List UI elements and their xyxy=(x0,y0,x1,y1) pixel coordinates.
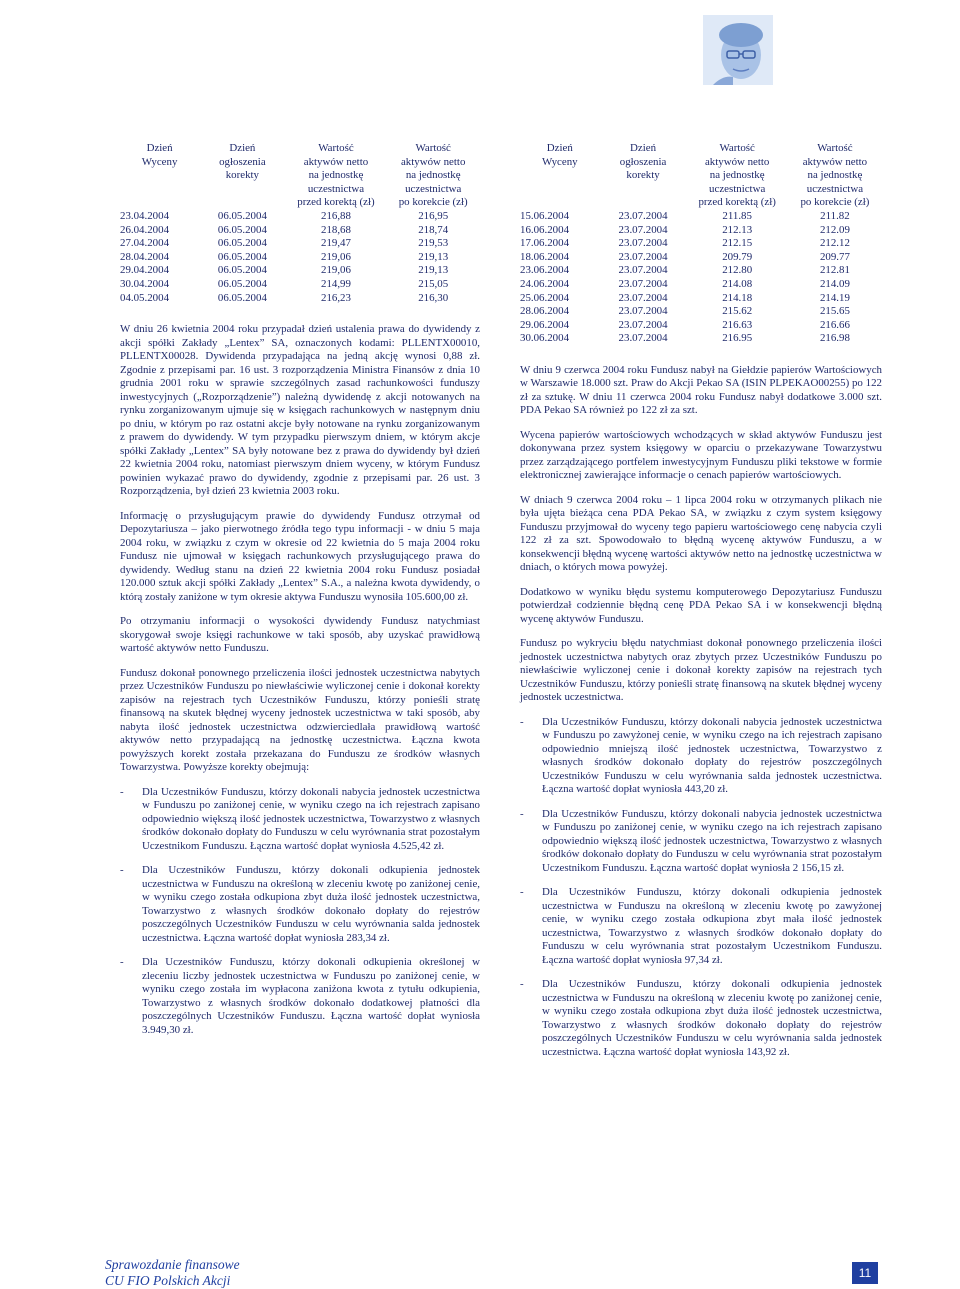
header-line: ogłoszenia xyxy=(619,155,667,168)
table-cell: 26.04.2004 xyxy=(120,223,170,236)
list-item-text: Dla Uczestników Funduszu, którzy dokonali odkupienia jednostek uczestnictwa w Funduszu na określoną w zleceniu kwotę po zaniżonej cenie, w wyniku czego została odkupiona zbyt duża ilość jednostek uczestnictwa, Towarzystwo z własnych środków dokonało dopłaty do rejestrów poszczególnych Uczestników Funduszu w celu wyrównania salda jednostek uczestnictwa. Łączna wartość dopłat wyniosła 283,34 zł. xyxy=(142,864,480,944)
page-number: 11 xyxy=(852,1262,878,1284)
table-cell: 219,53 xyxy=(418,237,449,250)
table-cell: 06.05.2004 xyxy=(217,237,267,250)
right-corrections-list xyxy=(520,716,882,1060)
table-cell: 06.05.2004 xyxy=(217,250,267,263)
table-row xyxy=(520,278,882,292)
nav-correction-table-june xyxy=(520,142,882,346)
table-row xyxy=(520,251,882,265)
table-row xyxy=(520,264,882,278)
header-line: korekty xyxy=(225,169,260,182)
right_table-header-2 xyxy=(687,142,788,210)
table-cell: 216.63 xyxy=(722,318,753,331)
list-item xyxy=(120,956,480,1037)
header-line: przed korektą (zł) xyxy=(297,196,375,209)
table-row xyxy=(520,224,882,238)
table-cell: 214.18 xyxy=(722,291,753,304)
right_table-header-0 xyxy=(520,142,600,210)
bullet-marker: - xyxy=(520,807,524,820)
table-cell: 24.06.2004 xyxy=(520,277,570,290)
table-cell: 23.07.2004 xyxy=(618,237,668,250)
left_table-header-3 xyxy=(386,142,480,210)
list-item xyxy=(120,864,480,945)
table-row xyxy=(520,292,882,306)
table-cell: 211.85 xyxy=(722,209,752,222)
header-line: Wyceny xyxy=(541,155,578,168)
list-item-text: Dla Uczestników Funduszu, którzy dokonali odkupienia jednostek uczestnictwa w Funduszu na określoną w zleceniu kwotę po zaniżonej cenie, w wyniku czego została odkupiona zbyt duża ilość jednostek uczestnictwa, Towarzystwo z własnych środków dokonało dopłaty do rejestrów poszczególnych Uczestników Funduszu w celu wyrównania salda jednostek uczestnictwa. Łączna wartość dopłat wyniosła 143,92 zł. xyxy=(542,978,882,1058)
bullet-marker: - xyxy=(520,886,524,899)
table-cell: 219,13 xyxy=(418,250,449,263)
header-line: aktywów netto xyxy=(802,155,868,168)
header-line: Wartość xyxy=(318,142,354,154)
table-cell: 23.07.2004 xyxy=(618,291,668,304)
list-item xyxy=(520,808,882,876)
table-cell: 29.04.2004 xyxy=(120,264,170,277)
table-row xyxy=(120,251,480,265)
table-row xyxy=(120,237,480,251)
left_table-header-2 xyxy=(286,142,387,210)
header-line: Wyceny xyxy=(141,155,178,168)
right_table-header-1 xyxy=(600,142,687,210)
table-cell: 216,88 xyxy=(321,209,351,222)
table-cell: 23.07.2004 xyxy=(618,209,668,222)
table-cell: 23.07.2004 xyxy=(618,277,668,290)
table-row xyxy=(120,210,480,224)
left_table-header-0 xyxy=(120,142,199,210)
list-item-text: Dla Uczestników Funduszu, którzy dokonali odkupienia jednostek uczestnictwa w Funduszu na określoną w zleceniu kwotę po zawyżonej cenie, w wyniku czego została odkupiona zbyt mała ilość jednostek uczestnictwa, Towarzystwo z własnych środków dokonało dopłaty do Funduszu w celu wyrównania strat pozostałym Uczestnikom Funduszu. Łączna wartość dopłat wyniosła 97,34 zł. xyxy=(542,886,882,966)
header-line: na jednostkę xyxy=(405,169,461,182)
table-cell: 25.06.2004 xyxy=(520,291,570,304)
table-cell: 209.77 xyxy=(819,250,850,263)
header-line: po korekcie (zł) xyxy=(800,196,870,209)
footer-report-title xyxy=(105,1257,240,1289)
left_table-header-1 xyxy=(199,142,285,210)
table-cell: 30.06.2004 xyxy=(520,332,570,345)
table-cell: 04.05.2004 xyxy=(120,291,170,304)
list-item xyxy=(120,786,480,854)
table-cell: 23.07.2004 xyxy=(618,332,668,345)
table-cell: 23.07.2004 xyxy=(618,250,668,263)
footer-line-1: Sprawozdanie finansowe xyxy=(105,1257,240,1272)
table-row xyxy=(520,332,882,346)
table-cell: 218,68 xyxy=(321,223,351,236)
table-cell: 16.06.2004 xyxy=(520,223,570,236)
table-cell: 23.07.2004 xyxy=(618,305,668,318)
depository-info-paragraph: Informację o przysługującym prawie do dywidendy Fundusz otrzymał od Depozytariusza – jako pierwotnego źródła tego typu informacji - w dniu 5 maja 2004 roku, w związku z czym w okresie od 22 kwietnia do 5 maja 2004 roku Fundusz nie ujmował w księgach rachunkowych przysługującego prawa do dywidendy. Według stanu na dzień 22 kwietnia 2004 roku Fundusz posiadał 120.000 sztuk akcji spółki Zakłady „Lentex” S.A., a należna kwota dywidendy, o którą zostały zaniżone w tym okresie aktywa Funduszu wynosiła 105.600,00 zł. xyxy=(120,509,480,603)
list-item-text: Dla Uczestników Funduszu, którzy dokonali nabycia jednostek uczestnictwa w Funduszu po zaniżonej cenie, w wyniku czego na ich rejestrach zapisano odpowiednio większą ilość jednostek uczestnictwa, Towarzystwo z własnych środków dokonało dopłaty do Funduszu w celu wyrównania strat pozostałym Uczestnikom Funduszu. Łączna wartość dopłat wyniosła 2 156,15 zł. xyxy=(542,807,882,874)
bullet-marker: - xyxy=(520,715,524,728)
list-item xyxy=(520,978,882,1059)
table-cell: 27.04.2004 xyxy=(120,237,170,250)
bullet-marker: - xyxy=(120,864,124,877)
header-line: na jednostkę xyxy=(807,169,863,182)
table-row xyxy=(520,319,882,333)
table-cell: 214,99 xyxy=(321,277,351,290)
table-cell: 23.07.2004 xyxy=(618,318,668,331)
table-cell: 212.12 xyxy=(819,237,850,250)
table-row xyxy=(120,292,480,306)
header-line: na jednostkę xyxy=(308,169,364,182)
table-cell: 218,74 xyxy=(418,223,449,236)
table-cell: 29.06.2004 xyxy=(520,318,570,331)
header-line: Dzień xyxy=(146,142,173,154)
header-line: korekty xyxy=(626,169,660,182)
table-row xyxy=(520,305,882,319)
table-cell: 28.04.2004 xyxy=(120,250,170,263)
header-line: Dzień xyxy=(546,142,573,154)
table-row xyxy=(120,278,480,292)
table-cell: 06.05.2004 xyxy=(217,277,267,290)
left-column xyxy=(120,142,480,1048)
right_table-header-3 xyxy=(788,142,882,210)
table-cell: 214.09 xyxy=(819,277,850,290)
header-line: na jednostkę xyxy=(709,169,765,182)
table-cell: 28.06.2004 xyxy=(520,305,570,318)
table-cell: 212.80 xyxy=(722,264,753,277)
table-cell: 209.79 xyxy=(722,250,753,263)
left-corrections-list xyxy=(120,786,480,1038)
recalculation-paragraph-right: Fundusz po wykryciu błędu natychmiast dokonał ponownego przeliczenia ilości jednostek uczestnictwa nabytych oraz zbytych przez Uczestników Funduszu po niewłaściwie wyliczonej cenie i dokonał korekty zapisów na rejestrach tych Uczestników Funduszu, którzy ponieśli stratę finansową na skutek błędnej wyceny jednostek uczestnictwa. xyxy=(520,637,882,704)
depositary-error-paragraph: Dodatkowo w wyniku błędu systemu komputerowego Depozytariusz Funduszu potwierdzał codziennie błędną cenę PDA Pekao SA i w konsekwencji błędną wycenę aktywów Funduszu. xyxy=(520,585,882,625)
header-line: ogłoszenia xyxy=(219,155,266,168)
list-item-text: Dla Uczestników Funduszu, którzy dokonali odkupienia określonej w zleceniu liczby jednostek uczestnictwa w Funduszu po zaniżonej cenie, w wyniku czego została im wypłacona zaniżona kwota z tytułu odkupienia, Towarzystwo z własnych środków dokonało dodatkowej płatności dla poszczególnych Uczestników Funduszu. Łączna wartość dopłat wyniosła 3.949,30 zł. xyxy=(142,956,480,1036)
nav-correction-table-april xyxy=(120,142,480,305)
table-cell: 18.06.2004 xyxy=(520,250,570,263)
table-cell: 06.05.2004 xyxy=(217,291,267,304)
list-item xyxy=(520,886,882,967)
table-cell: 215.62 xyxy=(722,305,753,318)
header-line: aktywów netto xyxy=(400,155,466,168)
right-column xyxy=(520,142,882,1070)
dividend-paragraph: W dniu 26 kwietnia 2004 roku przypadał dzień ustalenia prawa do dywidendy z akcji spółki Zakłady „Lentex” SA, oznaczonych kodami: PLLENTX00010, PLLENTX00028. Dywidenda przypadająca na jedną akcję wynosi 0,88 zł. Zgodnie z przepisami par. 16 ust. 3 rozporządzenia Ministra Finansów z dnia 10 grudnia 2001 roku w sprawie szczególnych zasad rachunkowości funduszy inwestycyjnych („Rozporządzenie”) należną dywidendę z akcji notowanych na rynku zorganizowanym ujmuje się w księgach rachunkowych w następnym dniu po dniu, w którym po raz ostatni akcje były notowane na rynku zorganizowanym z prawem do dywidendy. W tym przypadku pierwszym dniem, w którym akcje spółki Zakłady „Lentex” SA były notowane bez z prawa do dywidendy był dzień 22 kwietnia 2004 roku, natomiast pierwszym dniem wyceny, w którym Fundusz powinien wykazać prawo do dywidendy, zgodnie z przepisami par. 26 ust. 3 Rozporządzenia, był dzień 23 kwietnia 2003 roku. xyxy=(120,323,480,498)
header-line: Wartość xyxy=(817,142,853,154)
header-line: przed korektą (zł) xyxy=(698,196,776,209)
bullet-marker: - xyxy=(120,956,124,969)
header-line: uczestnictwa xyxy=(806,182,864,195)
table-cell: 23.07.2004 xyxy=(618,223,668,236)
table-cell: 219,06 xyxy=(321,250,351,263)
bullet-marker: - xyxy=(520,978,524,991)
table-cell: 216.66 xyxy=(819,318,850,331)
table-cell: 15.06.2004 xyxy=(520,209,570,222)
header-line: Dzień xyxy=(229,142,256,154)
table-cell: 216,30 xyxy=(418,291,449,304)
table-cell: 23.04.2004 xyxy=(120,209,170,222)
table-cell: 219,13 xyxy=(418,264,449,277)
header-line: Wartość xyxy=(415,142,451,154)
table-cell: 06.05.2004 xyxy=(217,223,267,236)
table-cell: 17.06.2004 xyxy=(520,237,570,250)
valuation-error-paragraph: W dniach 9 czerwca 2004 roku – 1 lipca 2004 roku w otrzymanych plikach nie była ujęta bieżąca cena PDA Pekao SA, w związku z czym system księgowy Funduszu przyjmował do wyceny tego papieru wartościowego cenę nabycia czyli 122 zł za szt. Spowodowało to błędną wycenę aktywów Funduszu, a w konsekwencji błędną wycenę wartości aktywów netto na jednostkę uczestnictwa w dniach, o których mowa powyżej. xyxy=(520,493,882,574)
header-line: uczestnictwa xyxy=(405,182,462,195)
header-line: po korekcie (zł) xyxy=(398,196,468,209)
table-cell: 214.19 xyxy=(819,291,850,304)
portrait-photo xyxy=(703,15,773,85)
table-cell: 219,47 xyxy=(321,237,351,250)
table-cell: 214.08 xyxy=(722,277,753,290)
table-row xyxy=(520,237,882,251)
table-cell: 215,05 xyxy=(418,277,449,290)
header-line: Dzień xyxy=(630,142,657,154)
recalculation-paragraph: Fundusz dokonał ponownego przeliczenia ilości jednostek uczestnictwa nabytych przez Uczestników Funduszu po niewłaściwie wyliczonej cenie i dokonał korekty zapisów na rejestrach tych Uczestników Funduszu, którzy ponieśli stratę finansową na skutek błędnej wyceny jednostek uczestnictwa w taki sposób, aby nabyta ilość jednostek uczestnictwa odzwierciedlała prawidłową wartość aktywów netto przypadającą na jednostkę uczestnictwa. Łączna kwota powyższych korekt została przekazana do Funduszu ze środków własnych Towarzystwa. Powyższe korekty obejmują: xyxy=(120,666,480,774)
header-line: Wartość xyxy=(719,142,755,154)
table-cell: 216,23 xyxy=(321,291,351,304)
table-cell: 212.09 xyxy=(819,223,850,236)
list-item xyxy=(520,716,882,797)
table-row xyxy=(520,210,882,224)
table-cell: 212.15 xyxy=(722,237,753,250)
header-line: uczestnictwa xyxy=(307,182,365,195)
table-cell: 215.65 xyxy=(819,305,850,318)
valuation-method-paragraph: Wycena papierów wartościowych wchodzących w skład aktywów Funduszu jest dokonywana przez system księgowy w oparciu o przekazywane Towarzystwu przez zarządzającego portfelem inwestycyjnym Funduszu pliki tekstowe w formie elektronicznej zawierające informacje o cenach papierów wartościowych. xyxy=(520,428,882,482)
table-cell: 216.95 xyxy=(722,332,753,345)
table-cell: 212.81 xyxy=(819,264,850,277)
table-cell: 212.13 xyxy=(722,223,753,236)
correction-paragraph: Po otrzymaniu informacji o wysokości dywidendy Fundusz natychmiast skorygował swoje księgi rachunkowe w taki sposób, aby uzyskać prawidłową wartość aktywów netto Funduszu. xyxy=(120,615,480,655)
bullet-marker: - xyxy=(120,785,124,798)
table-cell: 23.07.2004 xyxy=(618,264,668,277)
table-row xyxy=(120,264,480,278)
pekao-purchase-paragraph: W dniu 9 czerwca 2004 roku Fundusz nabył na Giełdzie papierów Wartościowych w Warszawie 18.000 szt. Praw do Akcji Pekao SA (ISIN PLPEKAO00255) po 122 zł za sztukę. W dniu 11 czerwca 2004 roku Fundusz nabył dodatkowe 3.000 szt. PDA Pekao SA również po 122 zł za szt. xyxy=(520,363,882,417)
header-line: uczestnictwa xyxy=(709,182,766,195)
table-cell: 216,95 xyxy=(418,209,449,222)
list-item-text: Dla Uczestników Funduszu, którzy dokonali nabycia jednostek uczestnictwa w Funduszu po zaniżonej cenie, w wyniku czego na ich rejestrach zapisano odpowiednio większą ilość jednostek uczestnictwa, Towarzystwo z własnych środków dokonało dopłaty do Funduszu w celu wyrównania strat pozostałym Uczestnikom Funduszu. Łączna wartość dopłat wyniosła 4.525,42 zł. xyxy=(142,785,480,852)
table-cell: 216.98 xyxy=(819,332,850,345)
list-item-text: Dla Uczestników Funduszu, którzy dokonali nabycia jednostek uczestnictwa w Funduszu po zawyżonej cenie, w wyniku czego na ich rejestrach zapisano odpowiednio mniejszą ilość jednostek uczestnictwa, Towarzystwo z własnych środków dokonało dopłaty do rejestrów poszczególnych Uczestników Funduszu w celu wyrównania salda jednostek uczestnictwa. Łączna wartość dopłat wyniosła 443,20 zł. xyxy=(542,715,882,796)
table-cell: 06.05.2004 xyxy=(217,209,267,222)
table-cell: 219,06 xyxy=(321,264,351,277)
table-cell: 211.82 xyxy=(820,209,850,222)
table-cell: 06.05.2004 xyxy=(217,264,267,277)
table-cell: 23.06.2004 xyxy=(520,264,570,277)
table-row xyxy=(120,224,480,238)
header-line: aktywów netto xyxy=(303,155,369,168)
footer-line-2: CU FIO Polskich Akcji xyxy=(105,1273,231,1288)
table-cell: 30.04.2004 xyxy=(120,277,170,290)
header-line: aktywów netto xyxy=(704,155,770,168)
